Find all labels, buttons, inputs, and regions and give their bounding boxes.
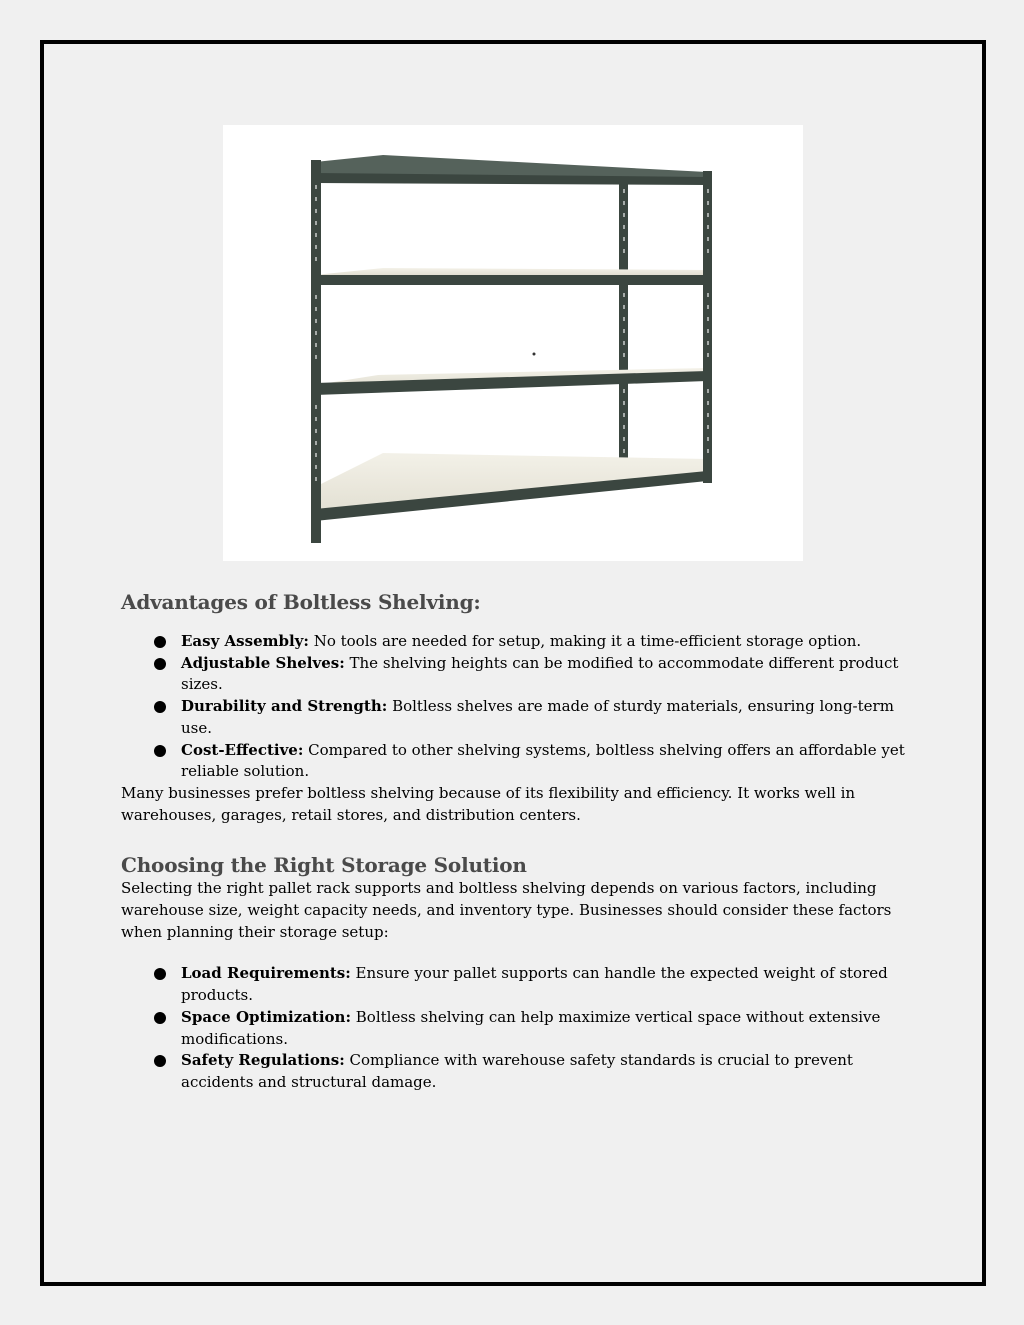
bullet-icon bbox=[154, 968, 166, 980]
item-text: Boltless shelving can help maximize vertical space without extensive modifications. bbox=[181, 1007, 881, 1048]
advantages-paragraph: Many businesses prefer boltless shelving because of its flexibility and efficiency. It works well in warehouses, garages, retail stores, and distribution centers. bbox=[121, 783, 856, 824]
item-text: Compared to other shelving systems, boltless shelving offers an affordable yet reliable solution. bbox=[181, 740, 905, 781]
article-content bbox=[121, 584, 921, 1094]
item-text: Ensure your pallet supports can handle the expected weight of stored products. bbox=[181, 964, 888, 1005]
bullet-icon bbox=[154, 636, 166, 648]
item-text: The shelving heights can be modified to accommodate different product sizes. bbox=[181, 653, 899, 694]
item-title: Cost-Effective: bbox=[181, 740, 304, 759]
bullet-icon bbox=[154, 1055, 166, 1067]
item-title: Durability and Strength: bbox=[181, 697, 388, 716]
page-frame bbox=[40, 40, 986, 1286]
bullet-icon bbox=[154, 1012, 166, 1024]
heading-choosing: Choosing the Right Storage Solution bbox=[121, 853, 527, 878]
item-title: Space Optimization: bbox=[181, 1007, 352, 1026]
choosing-paragraph: Selecting the right pallet rack supports and boltless shelving depends on various factors, including warehouse size, weight capacity needs, and inventory type. Businesses should consider these factors when planning their storage setup: bbox=[121, 879, 892, 941]
list-item-space-optimization bbox=[181, 1007, 921, 1050]
choosing-list bbox=[121, 963, 921, 1093]
list-item-load-requirements bbox=[181, 963, 921, 1006]
shelving-unit-image bbox=[223, 125, 803, 561]
list-item-durability bbox=[181, 696, 921, 739]
bullet-icon bbox=[154, 701, 166, 713]
list-item-cost-effective bbox=[181, 740, 921, 783]
list-item-safety-regulations bbox=[181, 1050, 921, 1093]
item-text: Compliance with warehouse safety standards is crucial to prevent accidents and structural damage. bbox=[181, 1051, 853, 1091]
item-title: Safety Regulations: bbox=[181, 1051, 345, 1070]
bullet-icon bbox=[154, 658, 166, 670]
shelving-unit-illustration bbox=[223, 125, 803, 561]
item-title: Adjustable Shelves: bbox=[181, 653, 345, 672]
list-item-adjustable-shelves bbox=[181, 653, 921, 696]
list-item-easy-assembly bbox=[181, 631, 921, 653]
heading-advantages: Advantages of Boltless Shelving: bbox=[121, 590, 481, 614]
item-title: Easy Assembly: bbox=[181, 632, 309, 650]
bullet-icon bbox=[154, 745, 166, 757]
item-text: Boltless shelves are made of sturdy materials, ensuring long-term use. bbox=[181, 697, 894, 737]
advantages-list bbox=[121, 631, 921, 783]
item-text: No tools are needed for setup, making it a time-efficient storage option. bbox=[308, 632, 862, 650]
item-title: Load Requirements: bbox=[181, 964, 351, 983]
